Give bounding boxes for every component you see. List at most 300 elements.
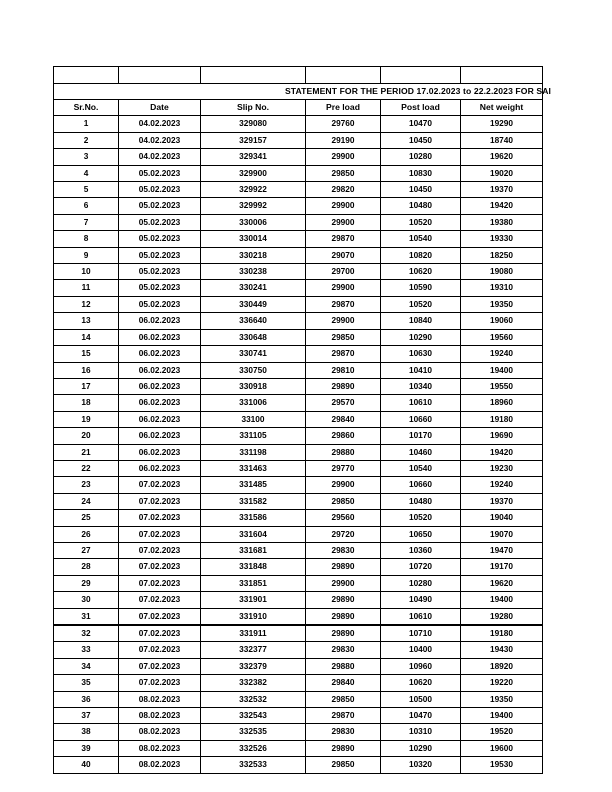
cell-pre-load: 29560	[306, 510, 381, 526]
cell-post-load: 10660	[381, 411, 461, 427]
table-row	[54, 428, 543, 444]
cell-pre-load: 29900	[306, 280, 381, 296]
cell-net-weight: 19240	[461, 477, 543, 493]
cell-srno: 33	[54, 642, 119, 658]
cell-date: 04.02.2023	[119, 149, 201, 165]
cell-net-weight: 19420	[461, 444, 543, 460]
table-row	[54, 757, 543, 773]
cell-net-weight: 19280	[461, 608, 543, 625]
table-row	[54, 313, 543, 329]
cell-pre-load: 29880	[306, 658, 381, 674]
table-row	[54, 116, 543, 132]
cell-net-weight: 19690	[461, 428, 543, 444]
cell-slip-no: 332543	[201, 708, 306, 724]
table-header-row	[54, 100, 543, 116]
cell-pre-load: 29880	[306, 444, 381, 460]
table-row	[54, 280, 543, 296]
cell-slip-no: 331105	[201, 428, 306, 444]
cell-date: 05.02.2023	[119, 280, 201, 296]
cell-post-load: 10520	[381, 296, 461, 312]
cell-pre-load: 29890	[306, 740, 381, 756]
cell-pre-load: 29890	[306, 608, 381, 625]
cell-pre-load: 29190	[306, 132, 381, 148]
table-row	[54, 149, 543, 165]
cell-date: 06.02.2023	[119, 411, 201, 427]
spacer-cell	[381, 67, 461, 84]
cell-net-weight: 19230	[461, 460, 543, 476]
cell-pre-load: 29850	[306, 493, 381, 509]
cell-pre-load: 29830	[306, 724, 381, 740]
column-header-srno: Sr.No.	[54, 100, 119, 116]
cell-srno: 38	[54, 724, 119, 740]
cell-slip-no: 331851	[201, 575, 306, 591]
cell-slip-no: 331586	[201, 510, 306, 526]
cell-post-load: 10490	[381, 592, 461, 608]
cell-post-load: 10830	[381, 165, 461, 181]
cell-post-load: 10540	[381, 460, 461, 476]
table-row	[54, 724, 543, 740]
cell-net-weight: 19060	[461, 313, 543, 329]
cell-slip-no: 329992	[201, 198, 306, 214]
cell-slip-no: 330218	[201, 247, 306, 263]
cell-date: 06.02.2023	[119, 329, 201, 345]
cell-post-load: 10720	[381, 559, 461, 575]
cell-srno: 13	[54, 313, 119, 329]
cell-date: 05.02.2023	[119, 165, 201, 181]
table-row	[54, 625, 543, 642]
cell-net-weight: 19370	[461, 182, 543, 198]
cell-net-weight: 19080	[461, 264, 543, 280]
cell-net-weight: 19180	[461, 411, 543, 427]
cell-pre-load: 29850	[306, 691, 381, 707]
report-table-container	[53, 66, 551, 774]
cell-post-load: 10280	[381, 149, 461, 165]
cell-post-load: 10460	[381, 444, 461, 460]
cell-post-load: 10630	[381, 346, 461, 362]
cell-net-weight: 19330	[461, 231, 543, 247]
cell-date: 06.02.2023	[119, 362, 201, 378]
table-row	[54, 460, 543, 476]
spacer-cell	[201, 67, 306, 84]
cell-net-weight: 19170	[461, 559, 543, 575]
cell-slip-no: 332535	[201, 724, 306, 740]
cell-pre-load: 29890	[306, 559, 381, 575]
cell-srno: 21	[54, 444, 119, 460]
cell-post-load: 10470	[381, 116, 461, 132]
cell-post-load: 10610	[381, 608, 461, 625]
cell-post-load: 10650	[381, 526, 461, 542]
cell-slip-no: 331901	[201, 592, 306, 608]
cell-srno: 15	[54, 346, 119, 362]
table-row	[54, 165, 543, 181]
cell-date: 07.02.2023	[119, 575, 201, 591]
cell-net-weight: 19560	[461, 329, 543, 345]
cell-srno: 8	[54, 231, 119, 247]
cell-post-load: 10320	[381, 757, 461, 773]
cell-srno: 5	[54, 182, 119, 198]
cell-net-weight: 19070	[461, 526, 543, 542]
table-row	[54, 477, 543, 493]
cell-srno: 20	[54, 428, 119, 444]
cell-post-load: 10840	[381, 313, 461, 329]
cell-date: 06.02.2023	[119, 378, 201, 394]
cell-date: 07.02.2023	[119, 526, 201, 542]
table-row	[54, 346, 543, 362]
cell-pre-load: 29570	[306, 395, 381, 411]
cell-date: 07.02.2023	[119, 592, 201, 608]
cell-net-weight: 19400	[461, 592, 543, 608]
cell-pre-load: 29860	[306, 428, 381, 444]
cell-date: 05.02.2023	[119, 198, 201, 214]
cell-net-weight: 19520	[461, 724, 543, 740]
spacer-cell	[461, 67, 543, 84]
cell-slip-no: 330918	[201, 378, 306, 394]
cell-post-load: 10410	[381, 362, 461, 378]
cell-date: 04.02.2023	[119, 116, 201, 132]
spacer-cell	[119, 67, 201, 84]
cell-pre-load: 29830	[306, 642, 381, 658]
cell-slip-no: 330238	[201, 264, 306, 280]
cell-srno: 28	[54, 559, 119, 575]
cell-net-weight: 19220	[461, 675, 543, 691]
cell-slip-no: 332377	[201, 642, 306, 658]
table-row	[54, 378, 543, 394]
cell-date: 06.02.2023	[119, 428, 201, 444]
cell-pre-load: 29770	[306, 460, 381, 476]
page-title: STATEMENT FOR THE PERIOD 17.02.2023 to 22.2.2023 FOR SAI	[284, 86, 551, 96]
cell-post-load: 10480	[381, 493, 461, 509]
cell-srno: 40	[54, 757, 119, 773]
cell-pre-load: 29870	[306, 231, 381, 247]
cell-srno: 3	[54, 149, 119, 165]
cell-post-load: 10590	[381, 280, 461, 296]
cell-date: 07.02.2023	[119, 477, 201, 493]
cell-net-weight: 19620	[461, 575, 543, 591]
cell-srno: 32	[54, 625, 119, 642]
cell-net-weight: 19430	[461, 642, 543, 658]
cell-date: 08.02.2023	[119, 724, 201, 740]
table-row	[54, 708, 543, 724]
cell-post-load: 10400	[381, 642, 461, 658]
cell-slip-no: 330014	[201, 231, 306, 247]
cell-srno: 10	[54, 264, 119, 280]
cell-slip-no: 330750	[201, 362, 306, 378]
cell-date: 07.02.2023	[119, 493, 201, 509]
cell-pre-load: 29900	[306, 214, 381, 230]
cell-pre-load: 29850	[306, 757, 381, 773]
cell-post-load: 10290	[381, 740, 461, 756]
cell-post-load: 10820	[381, 247, 461, 263]
table-row	[54, 526, 543, 542]
table-row	[54, 362, 543, 378]
cell-pre-load: 29900	[306, 477, 381, 493]
cell-srno: 23	[54, 477, 119, 493]
cell-srno: 31	[54, 608, 119, 625]
cell-net-weight: 19350	[461, 296, 543, 312]
cell-srno: 16	[54, 362, 119, 378]
table-row	[54, 214, 543, 230]
table-row	[54, 592, 543, 608]
cell-post-load: 10360	[381, 542, 461, 558]
cell-date: 04.02.2023	[119, 132, 201, 148]
cell-net-weight: 19180	[461, 625, 543, 642]
column-header-slip-no: Slip No.	[201, 100, 306, 116]
cell-date: 06.02.2023	[119, 444, 201, 460]
cell-slip-no: 330449	[201, 296, 306, 312]
cell-pre-load: 29840	[306, 675, 381, 691]
cell-date: 08.02.2023	[119, 740, 201, 756]
cell-pre-load: 29900	[306, 575, 381, 591]
cell-pre-load: 29070	[306, 247, 381, 263]
cell-srno: 37	[54, 708, 119, 724]
table-row	[54, 559, 543, 575]
cell-net-weight: 18960	[461, 395, 543, 411]
cell-srno: 26	[54, 526, 119, 542]
cell-post-load: 10450	[381, 132, 461, 148]
column-header-net-weight: Net weight	[461, 100, 543, 116]
cell-post-load: 10520	[381, 510, 461, 526]
cell-date: 06.02.2023	[119, 346, 201, 362]
cell-date: 05.02.2023	[119, 214, 201, 230]
cell-post-load: 10620	[381, 675, 461, 691]
cell-post-load: 10710	[381, 625, 461, 642]
cell-net-weight: 18250	[461, 247, 543, 263]
cell-slip-no: 331485	[201, 477, 306, 493]
cell-srno: 9	[54, 247, 119, 263]
cell-date: 07.02.2023	[119, 559, 201, 575]
table-row	[54, 198, 543, 214]
table-row	[54, 493, 543, 509]
cell-net-weight: 19550	[461, 378, 543, 394]
cell-pre-load: 29890	[306, 592, 381, 608]
cell-slip-no: 330241	[201, 280, 306, 296]
cell-pre-load: 29900	[306, 198, 381, 214]
cell-date: 05.02.2023	[119, 264, 201, 280]
spacer-cell	[54, 67, 119, 84]
table-row	[54, 247, 543, 263]
cell-pre-load: 29870	[306, 346, 381, 362]
cell-net-weight: 19400	[461, 362, 543, 378]
cell-srno: 17	[54, 378, 119, 394]
cell-date: 05.02.2023	[119, 296, 201, 312]
cell-date: 05.02.2023	[119, 247, 201, 263]
cell-post-load: 10500	[381, 691, 461, 707]
cell-slip-no: 332382	[201, 675, 306, 691]
cell-srno: 39	[54, 740, 119, 756]
cell-date: 08.02.2023	[119, 757, 201, 773]
table-row	[54, 264, 543, 280]
cell-slip-no: 33100	[201, 411, 306, 427]
cell-slip-no: 330741	[201, 346, 306, 362]
table-row	[54, 658, 543, 674]
cell-net-weight: 19350	[461, 691, 543, 707]
table-row	[54, 575, 543, 591]
table-row	[54, 642, 543, 658]
table-row	[54, 296, 543, 312]
cell-srno: 35	[54, 675, 119, 691]
cell-date: 08.02.2023	[119, 708, 201, 724]
load-statement-table	[53, 66, 551, 774]
table-row	[54, 329, 543, 345]
cell-srno: 14	[54, 329, 119, 345]
cell-slip-no: 329922	[201, 182, 306, 198]
statement-title-row	[54, 84, 543, 100]
cell-srno: 22	[54, 460, 119, 476]
cell-slip-no: 330006	[201, 214, 306, 230]
cell-net-weight: 19290	[461, 116, 543, 132]
cell-date: 07.02.2023	[119, 642, 201, 658]
cell-post-load: 10470	[381, 708, 461, 724]
cell-pre-load: 29830	[306, 542, 381, 558]
cell-net-weight: 19620	[461, 149, 543, 165]
cell-net-weight: 19600	[461, 740, 543, 756]
cell-pre-load: 29810	[306, 362, 381, 378]
cell-srno: 7	[54, 214, 119, 230]
table-row	[54, 740, 543, 756]
cell-slip-no: 332379	[201, 658, 306, 674]
table-row	[54, 542, 543, 558]
cell-slip-no: 332533	[201, 757, 306, 773]
cell-post-load: 10960	[381, 658, 461, 674]
cell-post-load: 10450	[381, 182, 461, 198]
table-row	[54, 132, 543, 148]
cell-net-weight: 19020	[461, 165, 543, 181]
cell-date: 06.02.2023	[119, 313, 201, 329]
column-header-date: Date	[119, 100, 201, 116]
table-row	[54, 444, 543, 460]
cell-post-load: 10340	[381, 378, 461, 394]
cell-slip-no: 331582	[201, 493, 306, 509]
cell-slip-no: 329157	[201, 132, 306, 148]
cell-date: 06.02.2023	[119, 460, 201, 476]
table-row	[54, 411, 543, 427]
cell-post-load: 10280	[381, 575, 461, 591]
cell-pre-load: 29720	[306, 526, 381, 542]
cell-pre-load: 29820	[306, 182, 381, 198]
cell-slip-no: 331681	[201, 542, 306, 558]
cell-srno: 6	[54, 198, 119, 214]
cell-date: 08.02.2023	[119, 691, 201, 707]
cell-net-weight: 19040	[461, 510, 543, 526]
cell-post-load: 10540	[381, 231, 461, 247]
cell-pre-load: 29850	[306, 329, 381, 345]
cell-slip-no: 336640	[201, 313, 306, 329]
cell-srno: 29	[54, 575, 119, 591]
cell-slip-no: 332526	[201, 740, 306, 756]
cell-post-load: 10660	[381, 477, 461, 493]
cell-net-weight: 19240	[461, 346, 543, 362]
cell-srno: 4	[54, 165, 119, 181]
cell-net-weight: 19420	[461, 198, 543, 214]
cell-slip-no: 330648	[201, 329, 306, 345]
cell-srno: 30	[54, 592, 119, 608]
cell-slip-no: 331198	[201, 444, 306, 460]
cell-slip-no: 331006	[201, 395, 306, 411]
cell-slip-no: 329341	[201, 149, 306, 165]
cell-slip-no: 331911	[201, 625, 306, 642]
cell-date: 07.02.2023	[119, 608, 201, 625]
spacer-row	[54, 67, 543, 84]
cell-date: 05.02.2023	[119, 182, 201, 198]
cell-net-weight: 18740	[461, 132, 543, 148]
cell-date: 07.02.2023	[119, 542, 201, 558]
table-row	[54, 510, 543, 526]
cell-srno: 18	[54, 395, 119, 411]
table-row	[54, 395, 543, 411]
cell-pre-load: 29760	[306, 116, 381, 132]
cell-post-load: 10170	[381, 428, 461, 444]
cell-srno: 12	[54, 296, 119, 312]
cell-srno: 1	[54, 116, 119, 132]
cell-pre-load: 29700	[306, 264, 381, 280]
cell-net-weight: 19310	[461, 280, 543, 296]
cell-srno: 2	[54, 132, 119, 148]
cell-pre-load: 29890	[306, 378, 381, 394]
spacer-cell	[306, 67, 381, 84]
cell-slip-no: 329080	[201, 116, 306, 132]
cell-post-load: 10610	[381, 395, 461, 411]
cell-date: 07.02.2023	[119, 625, 201, 642]
column-header-pre-load: Pre load	[306, 100, 381, 116]
cell-slip-no: 331910	[201, 608, 306, 625]
cell-net-weight: 19380	[461, 214, 543, 230]
cell-srno: 36	[54, 691, 119, 707]
cell-slip-no: 331848	[201, 559, 306, 575]
cell-pre-load: 29890	[306, 625, 381, 642]
cell-net-weight: 19400	[461, 708, 543, 724]
cell-net-weight: 19530	[461, 757, 543, 773]
cell-date: 06.02.2023	[119, 395, 201, 411]
cell-srno: 25	[54, 510, 119, 526]
table-row	[54, 231, 543, 247]
cell-slip-no: 332532	[201, 691, 306, 707]
cell-date: 07.02.2023	[119, 675, 201, 691]
cell-date: 05.02.2023	[119, 231, 201, 247]
cell-srno: 27	[54, 542, 119, 558]
cell-pre-load: 29870	[306, 296, 381, 312]
cell-pre-load: 29870	[306, 708, 381, 724]
cell-srno: 24	[54, 493, 119, 509]
cell-srno: 19	[54, 411, 119, 427]
cell-slip-no: 331463	[201, 460, 306, 476]
table-row	[54, 675, 543, 691]
cell-date: 07.02.2023	[119, 510, 201, 526]
cell-slip-no: 329900	[201, 165, 306, 181]
cell-post-load: 10620	[381, 264, 461, 280]
column-header-post-load: Post load	[381, 100, 461, 116]
cell-pre-load: 29840	[306, 411, 381, 427]
cell-srno: 34	[54, 658, 119, 674]
cell-post-load: 10480	[381, 198, 461, 214]
table-body	[54, 67, 551, 774]
cell-pre-load: 29850	[306, 165, 381, 181]
cell-post-load: 10520	[381, 214, 461, 230]
cell-srno: 11	[54, 280, 119, 296]
table-row	[54, 691, 543, 707]
cell-post-load: 10290	[381, 329, 461, 345]
cell-post-load: 10310	[381, 724, 461, 740]
cell-pre-load: 29900	[306, 149, 381, 165]
cell-net-weight: 19470	[461, 542, 543, 558]
table-row	[54, 182, 543, 198]
cell-slip-no: 331604	[201, 526, 306, 542]
statement-title-cell	[54, 84, 551, 100]
cell-net-weight: 19370	[461, 493, 543, 509]
cell-pre-load: 29900	[306, 313, 381, 329]
cell-date: 07.02.2023	[119, 658, 201, 674]
table-row	[54, 608, 543, 625]
cell-net-weight: 18920	[461, 658, 543, 674]
